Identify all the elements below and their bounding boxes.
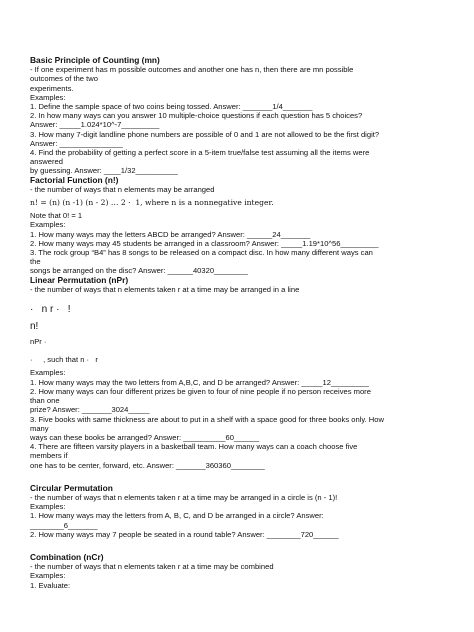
text-line: by guessing. Answer: ____1/32__________ [30, 166, 178, 176]
text-line: 2. In how many ways can you answer 10 multiple-choice questions if each question has 5 choices? [30, 111, 363, 121]
text-line: Note that 0! = 1 [30, 211, 83, 221]
text-line: - the number of ways that n elements taken r at a time may be arranged in a circle is (n - 1)! [30, 492, 338, 502]
formula-numerator: n! [30, 321, 39, 333]
text-line: songs be arranged on the disc? Answer: ______40320________ [30, 266, 248, 276]
text-line: Examples: [30, 92, 66, 102]
section-body [30, 562, 444, 590]
text-line: the [30, 257, 41, 267]
text-line: 1. How many ways may the two letters from A,B,C, and D be arranged? Answer: _____12_________ [30, 377, 369, 387]
text-line: one has to be center, forward, etc. Answer: _______360360________ [30, 460, 265, 470]
section-heading: Combination (nCr) [30, 551, 104, 562]
text-line: Answer: _____1.024*10^-7_________ [30, 120, 160, 130]
text-line: - the number of ways that n elements may be arranged [30, 184, 215, 194]
text-line: answered [30, 157, 63, 167]
text-line: 2. How many ways can four different prizes be given to four of nine people if no person receives more [30, 386, 371, 396]
text-line: Examples: [30, 368, 66, 378]
section-body [30, 65, 444, 175]
text-line: ________6_______ [30, 520, 98, 530]
text-line: ways can these books be arranged? Answer: __________60______ [30, 432, 260, 442]
text-line: outcomes of the two [30, 74, 98, 84]
section-heading: Circular Permutation [30, 482, 113, 493]
text-line: - If one experiment has m possible outcomes and another one has n, then there are mn possible [30, 65, 354, 75]
text-line: 1. How many ways may the letters from A, B, C, and D be arranged in a circle? Answer: [30, 511, 324, 521]
text-line: 4. Find the probability of getting a perfect score in a 5-item true/false test assuming all the items were [30, 148, 370, 158]
text-line: Examples: [30, 220, 66, 230]
text-line: many [30, 423, 49, 433]
text-line: 2. How many ways may 45 students be arranged in a classroom? Answer: _____1.19*10^56_________ [30, 238, 379, 248]
text-line: - the number of ways that n elements taken r at a time may be combined [30, 562, 274, 572]
formula-symbols: · n r · ! [30, 304, 71, 316]
text-line: 3. How many 7-digit landline phone numbers are possible of 0 and 1 are not allowed to be the first digit? [30, 129, 380, 139]
text-line: 1. Evaluate: [30, 580, 71, 590]
text-line: than one [30, 396, 60, 406]
formula-notation: nPr · [30, 337, 47, 347]
text-line: 1. Define the sample space of two coins being tossed. Answer: _______1/4_______ [30, 102, 313, 112]
text-line: members if [30, 451, 68, 461]
formula-condition: · , such that n · r [30, 355, 98, 365]
section-heading: Basic Principle of Counting (mn) [30, 55, 160, 65]
text-line: 2. How many ways may 7 people be seated in a round table? Answer: ________720______ [30, 529, 339, 539]
section-body [30, 285, 444, 470]
text-line: experiments. [30, 83, 74, 93]
text-line: Examples: [30, 502, 66, 512]
text-line: - the number of ways that n elements taken r at a time may be arranged in a line [30, 284, 300, 294]
text-line: Examples: [30, 571, 66, 581]
formula-line: n! = (n) (n -1) (n - 2) … 2 · 1, where n is a nonnegative integer. [30, 198, 274, 208]
text-line: 1. How many ways may the letters ABCD be arranged? Answer: ______24_______ [30, 229, 311, 239]
section-heading: Factorial Function (n!) [30, 174, 119, 185]
text-line: 3. Five books with same thickness are about to put in a shelf with a space good for three books only. How [30, 414, 385, 424]
section-body [30, 493, 444, 539]
text-line: prize? Answer: _______3024_____ [30, 405, 150, 415]
section-body [30, 185, 444, 276]
text-line: 4. There are fifteen varsity players in a basketball team. How many ways can a coach choose five [30, 442, 358, 452]
section-heading: Linear Permutation (nPr) [30, 274, 129, 285]
text-line: Answer: _______________ [30, 138, 123, 148]
text-line: 3. The rock group “B4” has 8 songs to be released on a compact disc. In how many different ways can [30, 248, 373, 258]
